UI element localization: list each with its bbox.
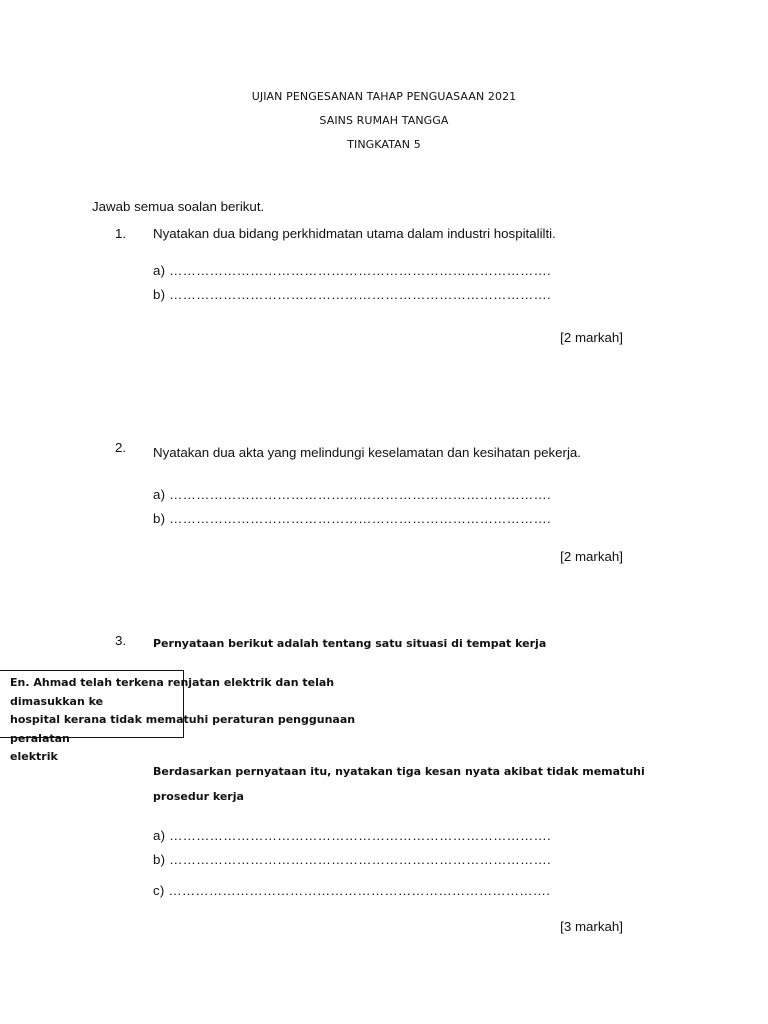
marks-label: [2 markah]	[560, 330, 623, 345]
answer-line-a	[153, 263, 551, 278]
question-text: Pernyataan berikut adalah tentang satu situasi di tempat kerja	[153, 637, 547, 650]
exam-title: UJIAN PENGESANAN TAHAP PENGUASAAN 2021	[251, 90, 517, 103]
form-level: TINGKATAN 5	[347, 138, 421, 151]
dotted-line: ………………………………………………………………………….	[169, 852, 551, 867]
answer-line-b	[153, 852, 551, 867]
part-label: b)	[153, 287, 166, 302]
answer-line-c	[153, 883, 550, 898]
situation-line: hospital kerana tidak mematuhi peraturan penggunaan peralatan	[10, 713, 356, 745]
dotted-line: ………………………………………………………………………….	[169, 263, 551, 278]
dotted-line: ………………………………………………………………………….	[169, 487, 551, 502]
prompt-line: prosedur kerja	[153, 790, 244, 803]
part-label: b)	[153, 852, 166, 867]
part-label: a)	[153, 487, 166, 502]
instruction-text: Jawab semua soalan berikut.	[92, 199, 265, 214]
question-text: Nyatakan dua akta yang melindungi keselamatan dan kesihatan pekerja.	[153, 445, 581, 460]
answer-line-a	[153, 828, 551, 843]
part-label: b)	[153, 511, 166, 526]
part-label: a)	[153, 828, 166, 843]
answer-line-b	[153, 511, 551, 526]
dotted-line: ………………………………………………………………………….	[169, 828, 551, 843]
answer-line-a	[153, 487, 551, 502]
situation-line: elektrik	[10, 750, 58, 763]
situation-text	[10, 674, 410, 767]
part-label: c)	[153, 883, 165, 898]
dotted-line: ………………………………………………………………………….	[169, 511, 551, 526]
question-number: 1.	[115, 226, 127, 241]
situation-line: En. Ahmad telah terkena renjatan elektrik dan telah dimasukkan ke	[10, 676, 335, 708]
part-label: a)	[153, 263, 166, 278]
answer-line-b	[153, 287, 551, 302]
marks-label: [2 markah]	[560, 549, 623, 564]
dotted-line: ………………………………………………………………………….	[169, 287, 551, 302]
prompt-line: Berdasarkan pernyataan itu, nyatakan tiga kesan nyata akibat tidak mematuhi	[153, 765, 645, 778]
subject-title: SAINS RUMAH TANGGA	[319, 114, 449, 127]
question-number: 2.	[115, 440, 127, 455]
dotted-line: ………………………………………………………………………….	[168, 883, 551, 898]
question-number: 3.	[115, 633, 127, 648]
question-text: Nyatakan dua bidang perkhidmatan utama dalam industri hospitalilti.	[153, 226, 556, 241]
marks-label: [3 markah]	[560, 919, 623, 934]
